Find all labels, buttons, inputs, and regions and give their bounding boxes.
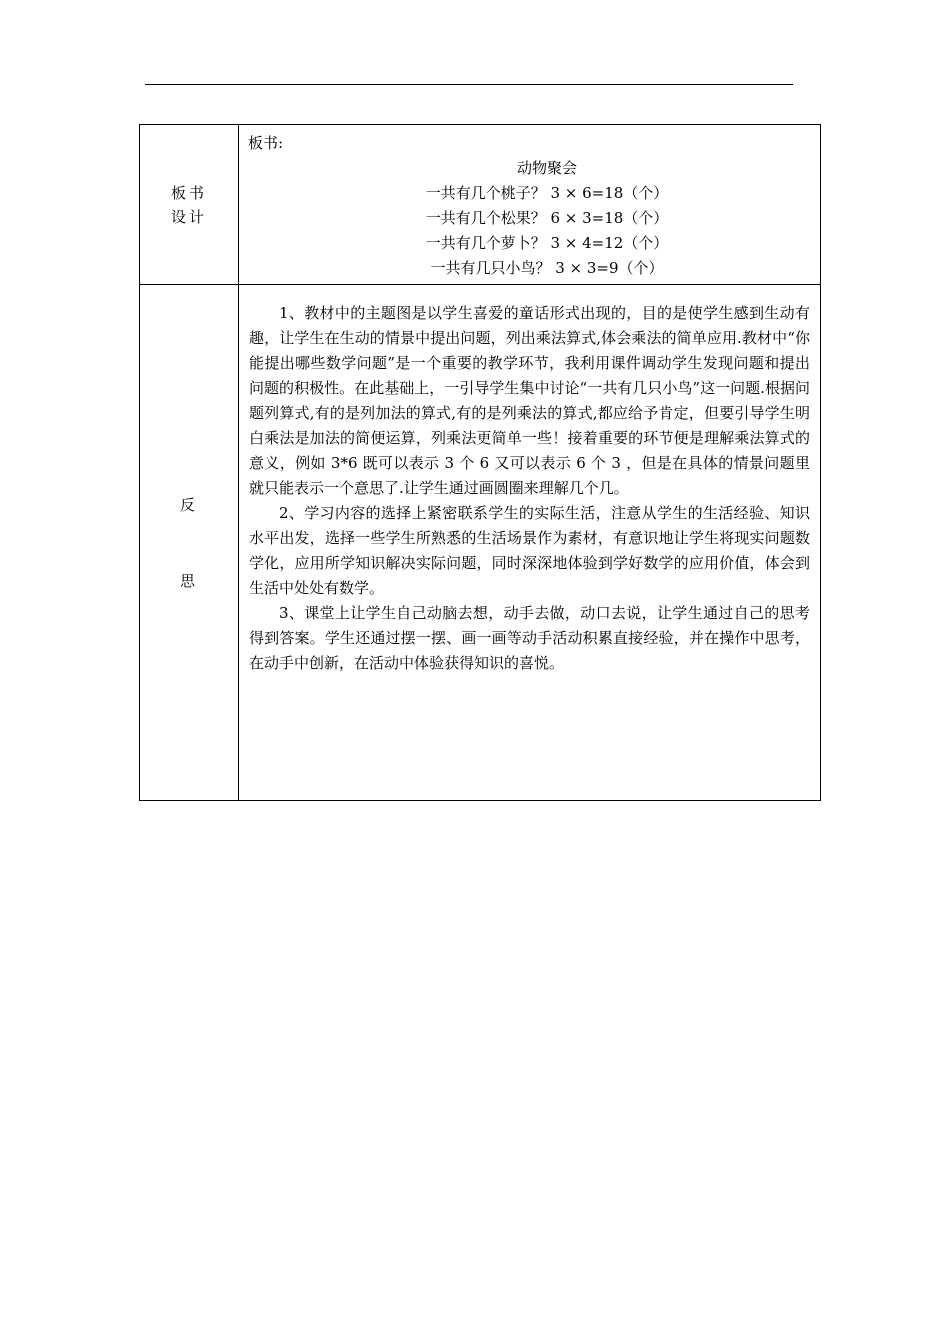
- reflection-paragraph-1: 1、教材中的主题图是以学生喜爱的童话形式出现的，目的是使学生感到生动有趣，让学生在生动的情景中提出问题，列出乘法算式,体会乘法的简单应用.教材中“你能提出哪些数学问题”是一个重要的教学环节，我利用课件调动学生发现问题和提出问题的积极性。在此基础上，一引导学生集中讨论“一共有几只小鸟”这一问题.根据问题列算式,有的是列加法的算式,有的是列乘法的算式,都应给予肯定，但要引导学生明白乘法是加法的简便运算，列乘法更简单一些！接着重要的环节便是理解乘法算式的意义，例如 3*6 既可以表示 3 个 6 又可以表示 6 个 3 ，但是在具体的情景问题里就只能表示一个意思了.让学生通过画圆圈来理解几个几。: [249, 304, 810, 497]
- reflection-label-line2: 思: [179, 571, 198, 590]
- reflection-paragraph-3: 3、课堂上让学生自己动脑去想，动手去做，动口去说，让学生通过自己的思考得到答案。学生还通过摆一摆、画一画等动手活动积累直接经验，并在操作中思考，在动手中创新，在活动中体验获得知识的喜悦。: [249, 604, 810, 672]
- reflection-label-line1: 反: [179, 495, 198, 514]
- board-design-label-cell: [140, 125, 239, 285]
- reflection-row: [140, 285, 821, 801]
- lesson-table: [139, 124, 821, 801]
- reflection-content-cell: [239, 285, 821, 801]
- reflection-label-cell: [140, 285, 239, 801]
- board-design-label-line1: 板书: [170, 183, 207, 202]
- board-line-peaches: 一共有几个桃子？ 3 × 6=18（个）: [425, 184, 669, 202]
- board-title: 动物聚会: [516, 159, 577, 177]
- board-line-birds: 一共有几只小鸟？ 3 × 3=9（个）: [430, 259, 664, 277]
- board-label: 板书:: [248, 134, 284, 152]
- board-design-row: [140, 125, 821, 285]
- reflection-paragraph-2: 2、学习内容的选择上紧密联系学生的实际生活，注意从学生的生活经验、知识水平出发，选择一些学生所熟悉的生活场景作为素材，有意识地让学生将现实问题数学化，应用所学知识解决实际问题，同时深深地体验到学好数学的应用价值，体会到生活中处处有数学。: [249, 504, 810, 597]
- header-rule: [145, 84, 793, 85]
- board-design-content-cell: [239, 125, 821, 285]
- board-design-label-line2: 设计: [170, 207, 207, 226]
- board-line-radishes: 一共有几个萝卜？ 3 × 4=12（个）: [425, 234, 669, 252]
- board-line-pinecones: 一共有几个松果？ 6 × 3=18（个）: [425, 209, 669, 227]
